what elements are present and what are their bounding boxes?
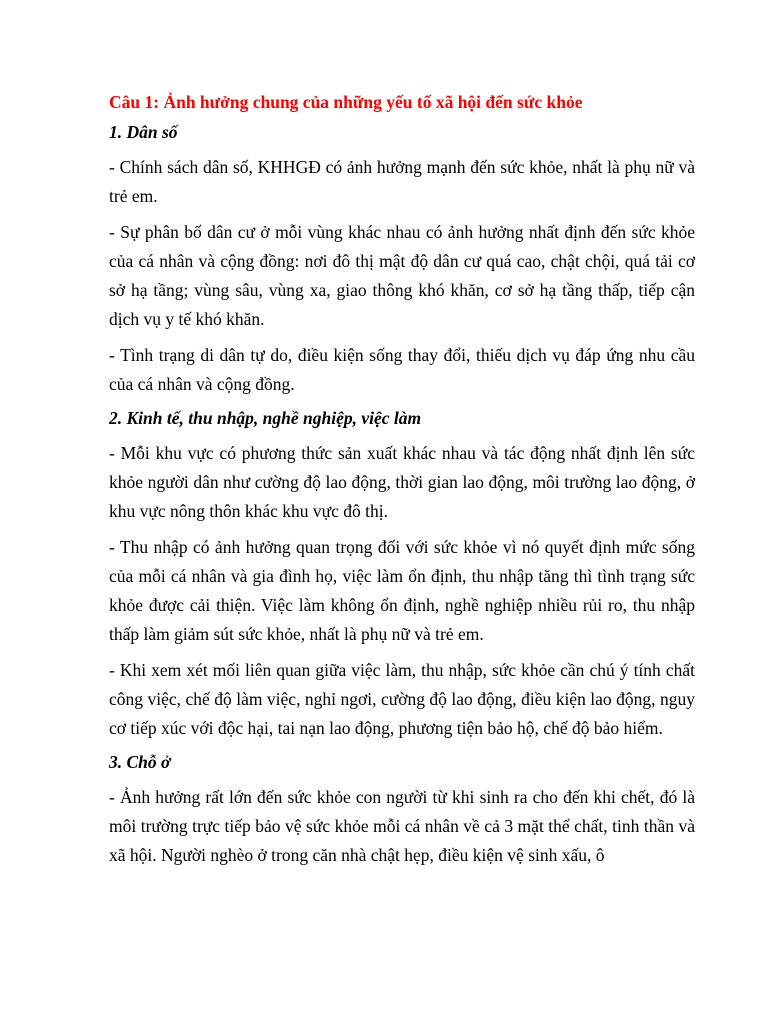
paragraph: - Thu nhập có ảnh hưởng quan trọng đối với sức khỏe vì nó quyết định mức sống của mỗi cá nhân và gia đình họ, việc làm ổn định, thu nhập tăng thì tình trạng sức khỏe được cải thiện. Việc làm không ổn định, nghề nghiệp nhiều rủi ro, thu nhập thấp làm giảm sút sức khỏe, nhất là phụ nữ và trẻ em.	[109, 537, 695, 644]
paragraph: - Mỗi khu vực có phương thức sản xuất khác nhau và tác động nhất định lên sức khỏe người dân như cường độ lao động, thời gian lao động, môi trường lao động, ở khu vực nông thôn khác khu vực đô thị.	[109, 443, 695, 521]
document-title: Câu 1: Ảnh hưởng chung của những yếu tố xã hội đến sức khỏe	[109, 92, 583, 112]
section-heading-housing: 3. Chỗ ở	[109, 752, 171, 772]
paragraph: - Chính sách dân số, KHHGĐ có ảnh hưởng mạnh đến sức khỏe, nhất là phụ nữ và trẻ em.	[109, 157, 695, 206]
section-heading-economy: 2. Kinh tế, thu nhập, nghề nghiệp, việc làm	[109, 408, 422, 428]
section-heading-population: 1. Dân số	[109, 122, 178, 142]
paragraph: - Tình trạng di dân tự do, điều kiện sống thay đổi, thiếu dịch vụ đáp ứng nhu cầu của cá nhân và cộng đồng.	[109, 345, 695, 394]
paragraph: - Ảnh hưởng rất lớn đến sức khỏe con người từ khi sinh ra cho đến khi chết, đó là môi trường trực tiếp bảo vệ sức khỏe mỗi cá nhân về cả 3 mặt thể chất, tinh thần và xã hội. Người nghèo ở trong căn nhà chật hẹp, điều kiện vệ sinh xấu, ô	[109, 787, 695, 865]
paragraph: - Khi xem xét mối liên quan giữa việc làm, thu nhập, sức khỏe cần chú ý tính chất công việc, chế độ làm việc, nghỉ ngơi, cường độ lao động, điều kiện lao động, nguy cơ tiếp xúc với độc hại, tai nạn lao động, phương tiện bảo hộ, chế độ bảo hiểm.	[109, 660, 695, 738]
paragraph: - Sự phân bố dân cư ở mỗi vùng khác nhau có ảnh hưởng nhất định đến sức khỏe của cá nhân và cộng đồng: nơi đô thị mật độ dân cư quá cao, chật chội, quá tải cơ sở hạ tầng; vùng sâu, vùng xa, giao thông khó khăn, cơ sở hạ tầng thấp, tiếp cận dịch vụ y tế khó khăn.	[109, 222, 695, 329]
document-page	[109, 90, 695, 877]
